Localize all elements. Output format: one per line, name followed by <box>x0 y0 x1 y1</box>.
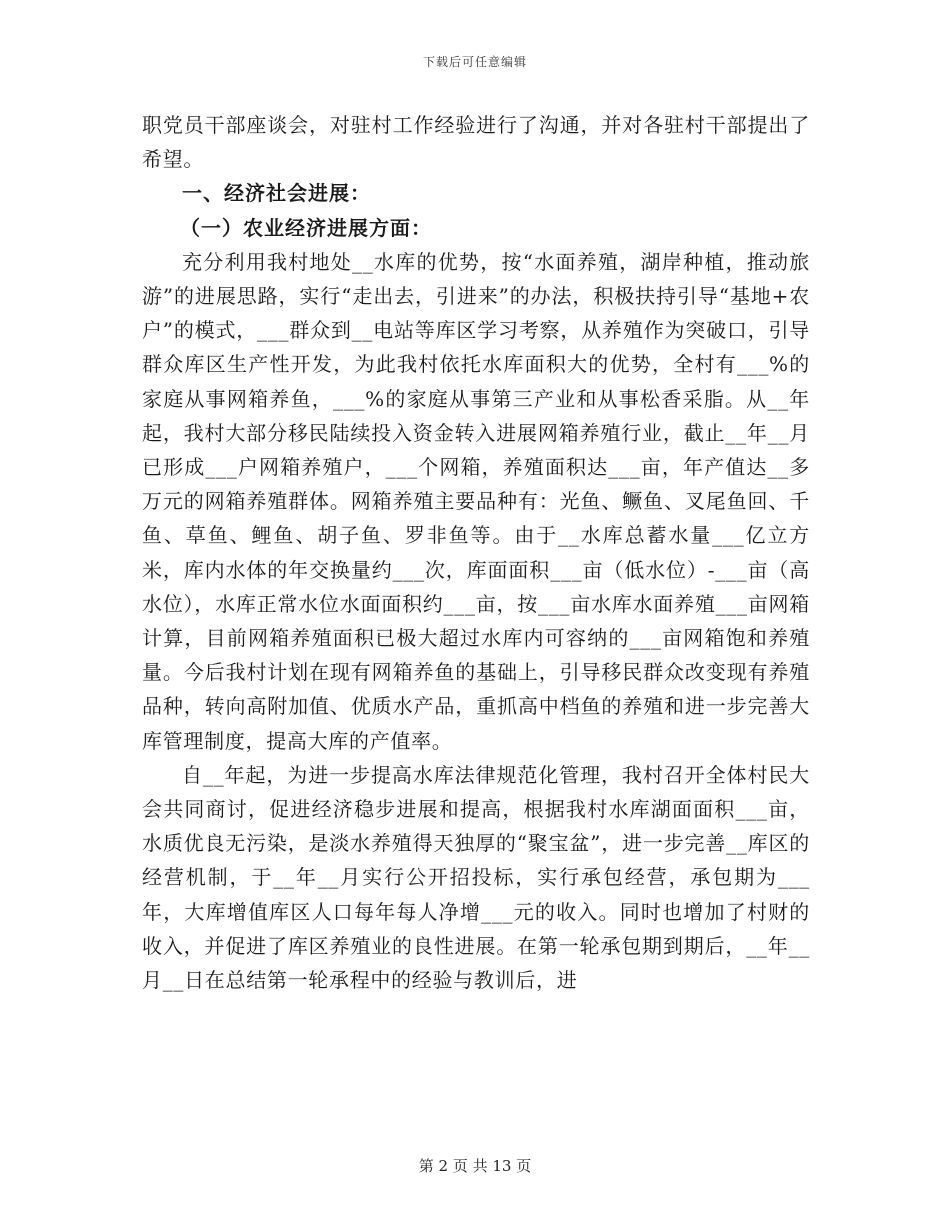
page-number: 第 2 页 共 13 页 <box>418 1157 532 1175</box>
subsection-heading: （一）农业经济进展方面： <box>180 215 432 240</box>
document-body <box>142 108 810 997</box>
section-heading: 一、经济社会进展： <box>182 181 371 206</box>
paragraph-agriculture: 充分利用我村地处__水库的优势，按“水面养殖，湖岸种植，推动旅游”的进展思路，实行“走出去，引进来”的办法，积极扶持引导“基地+农户”的模式，___群众到__电站等库区学习考察，从养殖作为突破口，引导群众库区生产性开发，为此我村依托水库面积大的优势，全村有___%的家庭从事网箱养鱼，___%的家庭从事第三产业和从事松香采脂。从__年起，我村大部分移民陆续投入资金转入进展网箱养殖行业，截止__年__月已形成___户网箱养殖户，___个网箱，养殖面积达___亩，年产值达__多万元的网箱养殖群体。网箱养殖主要品种有：光鱼、鳜鱼、叉尾鱼回、千鱼、草鱼、鲤鱼、胡子鱼、罗非鱼等。由于__水库总蓄水量___亿立方米，库内水体的年交换量约___次，库面面积___亩（低水位）-___亩（高水位），水库正常水位水面面积约___亩，按___亩水库水面养殖___亩网箱计算，目前网箱养殖面积已极大超过水库内可容纳的___亩网箱饱和养殖量。今后我村计划在现有网箱养鱼的基础上，引导移民群众改变现有养殖品种，转向高附加值、优质水产品，重抓高中档鱼的养殖和进一步完善大库管理制度，提高大库的产值率。 <box>142 249 810 753</box>
page-header: 下载后可任意编辑 <box>422 55 527 69</box>
paragraph-continuation: 职党员干部座谈会，对驻村工作经验进行了沟通，并对各驻村干部提出了希望。 <box>142 113 810 172</box>
paragraph-reservoir-management: 自__年起，为进一步提高水库法律规范化管理，我村召开全体村民大会共同商讨，促进经济稳步进展和提高，根据我村水库湖面面积___亩，水质优良无污染，是淡水养殖得天独厚的“聚宝盆”，进一步完善__库区的经营机制，于__年__月实行公开招投标，实行承包经营，承包期为___年，大库增值库区人口每年每人净增___元的收入。同时也增加了村财的收入，并促进了库区养殖业的良性进展。在第一轮承包期到期后，__年__月__日在总结第一轮承程中的经验与教训后，进 <box>142 762 810 993</box>
